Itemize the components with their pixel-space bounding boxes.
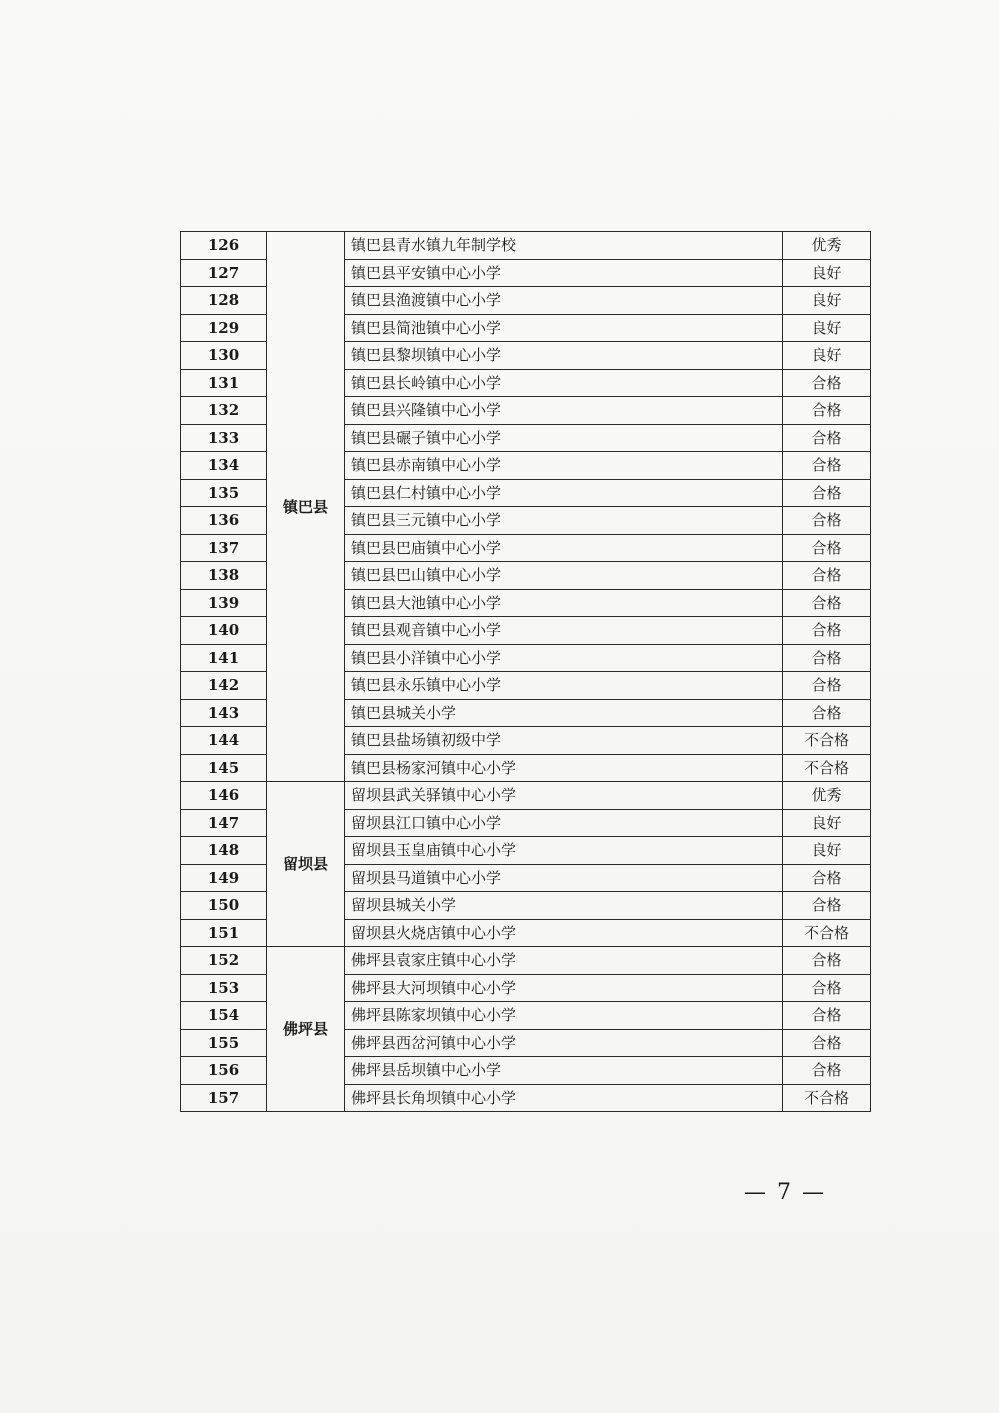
evaluation-grade: 合格 xyxy=(783,892,871,920)
evaluation-grade: 优秀 xyxy=(783,232,871,260)
school-name: 留坝县玉皇庙镇中心小学 xyxy=(345,837,783,865)
row-number: 143 xyxy=(181,699,267,727)
school-name: 镇巴县仁村镇中心小学 xyxy=(345,479,783,507)
table-row xyxy=(181,232,871,260)
school-name: 镇巴县赤南镇中心小学 xyxy=(345,452,783,480)
evaluation-grade: 合格 xyxy=(783,699,871,727)
school-name: 镇巴县杨家河镇中心小学 xyxy=(345,754,783,782)
school-name: 镇巴县三元镇中心小学 xyxy=(345,507,783,535)
school-name: 镇巴县大池镇中心小学 xyxy=(345,589,783,617)
school-name: 镇巴县观音镇中心小学 xyxy=(345,617,783,645)
row-number: 149 xyxy=(181,864,267,892)
school-name: 留坝县火烧店镇中心小学 xyxy=(345,919,783,947)
school-name: 镇巴县青水镇九年制学校 xyxy=(345,232,783,260)
row-number: 130 xyxy=(181,342,267,370)
evaluation-grade: 合格 xyxy=(783,507,871,535)
county-name: 镇巴县 xyxy=(267,232,345,782)
evaluation-grade: 合格 xyxy=(783,1057,871,1085)
evaluation-grade: 合格 xyxy=(783,589,871,617)
row-number: 153 xyxy=(181,974,267,1002)
row-number: 131 xyxy=(181,369,267,397)
evaluation-grade: 合格 xyxy=(783,1029,871,1057)
school-name: 佛坪县岳坝镇中心小学 xyxy=(345,1057,783,1085)
school-name: 镇巴县黎坝镇中心小学 xyxy=(345,342,783,370)
evaluation-grade: 良好 xyxy=(783,314,871,342)
evaluation-grade: 合格 xyxy=(783,397,871,425)
row-number: 147 xyxy=(181,809,267,837)
school-name: 留坝县武关驿镇中心小学 xyxy=(345,782,783,810)
table-body xyxy=(181,232,871,1112)
evaluation-grade: 合格 xyxy=(783,947,871,975)
school-name: 镇巴县小洋镇中心小学 xyxy=(345,644,783,672)
evaluation-grade: 合格 xyxy=(783,534,871,562)
school-name: 佛坪县大河坝镇中心小学 xyxy=(345,974,783,1002)
row-number: 132 xyxy=(181,397,267,425)
evaluation-grade: 合格 xyxy=(783,864,871,892)
evaluation-grade: 合格 xyxy=(783,479,871,507)
table-row xyxy=(181,947,871,975)
row-number: 133 xyxy=(181,424,267,452)
school-name: 镇巴县长岭镇中心小学 xyxy=(345,369,783,397)
evaluation-grade: 不合格 xyxy=(783,919,871,947)
evaluation-grade: 不合格 xyxy=(783,754,871,782)
row-number: 148 xyxy=(181,837,267,865)
school-name: 佛坪县袁家庄镇中心小学 xyxy=(345,947,783,975)
school-name: 留坝县马道镇中心小学 xyxy=(345,864,783,892)
evaluation-grade: 合格 xyxy=(783,369,871,397)
table-row xyxy=(181,782,871,810)
row-number: 155 xyxy=(181,1029,267,1057)
school-name: 镇巴县兴隆镇中心小学 xyxy=(345,397,783,425)
row-number: 136 xyxy=(181,507,267,535)
page-number: — 7 — xyxy=(744,1180,826,1205)
evaluation-grade: 不合格 xyxy=(783,727,871,755)
row-number: 134 xyxy=(181,452,267,480)
evaluation-grade: 合格 xyxy=(783,644,871,672)
evaluation-grade: 优秀 xyxy=(783,782,871,810)
school-evaluation-table xyxy=(180,231,871,1112)
row-number: 141 xyxy=(181,644,267,672)
school-name: 佛坪县陈家坝镇中心小学 xyxy=(345,1002,783,1030)
row-number: 152 xyxy=(181,947,267,975)
row-number: 150 xyxy=(181,892,267,920)
evaluation-grade: 合格 xyxy=(783,672,871,700)
school-name: 镇巴县城关小学 xyxy=(345,699,783,727)
row-number: 146 xyxy=(181,782,267,810)
row-number: 128 xyxy=(181,287,267,315)
row-number: 138 xyxy=(181,562,267,590)
evaluation-grade: 合格 xyxy=(783,974,871,1002)
row-number: 145 xyxy=(181,754,267,782)
school-name: 佛坪县长角坝镇中心小学 xyxy=(345,1084,783,1112)
row-number: 144 xyxy=(181,727,267,755)
evaluation-grade: 合格 xyxy=(783,424,871,452)
row-number: 154 xyxy=(181,1002,267,1030)
school-name: 镇巴县简池镇中心小学 xyxy=(345,314,783,342)
evaluation-grade: 良好 xyxy=(783,837,871,865)
row-number: 142 xyxy=(181,672,267,700)
row-number: 140 xyxy=(181,617,267,645)
school-name: 镇巴县巴庙镇中心小学 xyxy=(345,534,783,562)
evaluation-grade: 合格 xyxy=(783,1002,871,1030)
school-name: 留坝县江口镇中心小学 xyxy=(345,809,783,837)
row-number: 157 xyxy=(181,1084,267,1112)
row-number: 156 xyxy=(181,1057,267,1085)
row-number: 139 xyxy=(181,589,267,617)
evaluation-grade: 合格 xyxy=(783,617,871,645)
school-name: 镇巴县碾子镇中心小学 xyxy=(345,424,783,452)
evaluation-grade: 良好 xyxy=(783,809,871,837)
county-name: 留坝县 xyxy=(267,782,345,947)
evaluation-grade: 合格 xyxy=(783,562,871,590)
school-name: 镇巴县平安镇中心小学 xyxy=(345,259,783,287)
evaluation-grade: 良好 xyxy=(783,287,871,315)
row-number: 135 xyxy=(181,479,267,507)
school-name: 镇巴县巴山镇中心小学 xyxy=(345,562,783,590)
school-name: 佛坪县西岔河镇中心小学 xyxy=(345,1029,783,1057)
school-name: 留坝县城关小学 xyxy=(345,892,783,920)
row-number: 151 xyxy=(181,919,267,947)
row-number: 137 xyxy=(181,534,267,562)
row-number: 126 xyxy=(181,232,267,260)
evaluation-grade: 良好 xyxy=(783,342,871,370)
school-name: 镇巴县永乐镇中心小学 xyxy=(345,672,783,700)
evaluation-grade: 良好 xyxy=(783,259,871,287)
school-name: 镇巴县渔渡镇中心小学 xyxy=(345,287,783,315)
school-name: 镇巴县盐场镇初级中学 xyxy=(345,727,783,755)
evaluation-grade: 不合格 xyxy=(783,1084,871,1112)
county-name: 佛坪县 xyxy=(267,947,345,1112)
evaluation-grade: 合格 xyxy=(783,452,871,480)
row-number: 127 xyxy=(181,259,267,287)
row-number: 129 xyxy=(181,314,267,342)
